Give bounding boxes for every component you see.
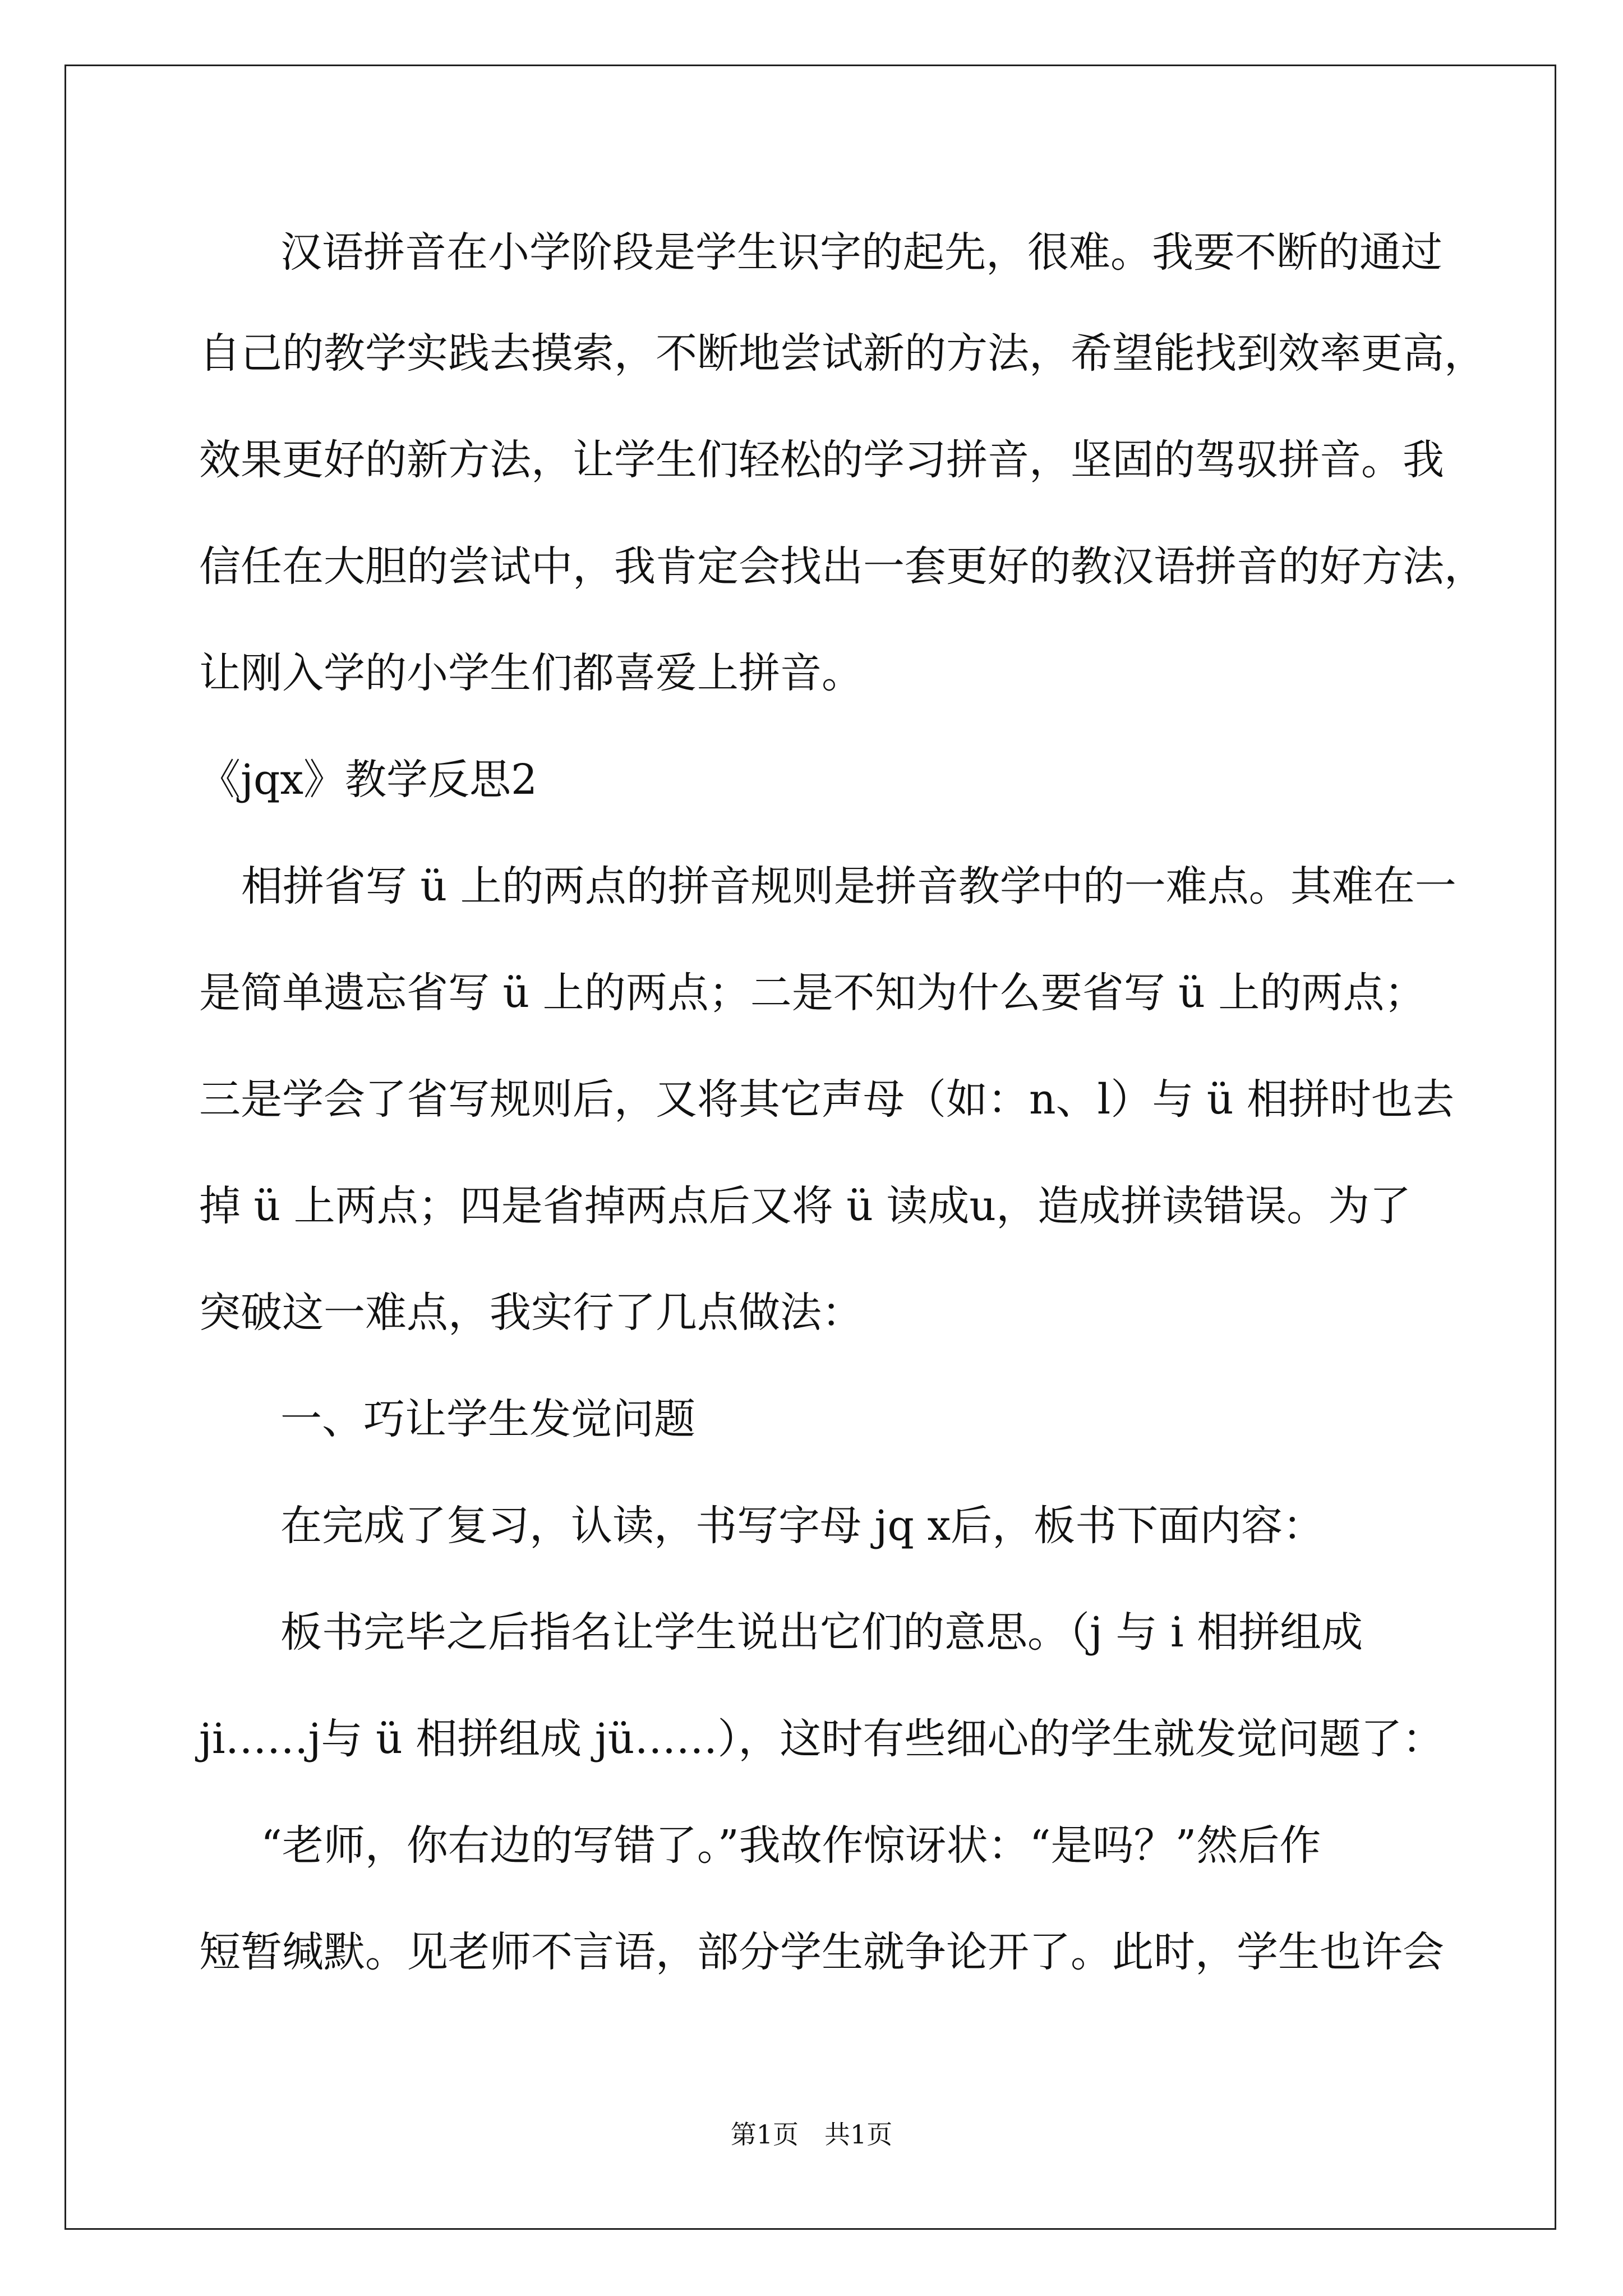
text-line: 突破这一难点，我实行了几点做法：: [199, 1289, 863, 1337]
page-footer: 第1页 共1页: [730, 2119, 893, 2150]
text-line: 相拼省写 ü 上的两点的拼音规则是拼音教学中的一难点。其难在一: [241, 862, 1456, 910]
text-line: “老师，你右边的写错了。”我故作惊讶状：“是吗？”然后作: [261, 1821, 1321, 1870]
text-line: 是简单遗忘省写 ü 上的两点；二是不知为什么要省写 ü 上的两点；: [199, 969, 1426, 1017]
text-line: 自己的教学实践去摸索，不断地尝试新的方法，希望能找到效率更高，: [199, 329, 1486, 378]
page-border: [64, 65, 1556, 2230]
section-heading: 《jqx》教学反思2: [199, 756, 538, 804]
text-line: 三是学会了省写规则后，又将其它声母（如：n、l）与 ü 相拼时也去: [199, 1075, 1455, 1124]
text-line: 汉语拼音在小学阶段是学生识字的起先，很难。我要不断的通过: [280, 228, 1442, 277]
text-line: 掉 ü 上两点；四是省掉两点后又将 ü 读成u，造成拼读错误。为了: [199, 1182, 1412, 1230]
text-line: 信任在大胆的尝试中，我肯定会找出一套更好的教汉语拼音的好方法，: [199, 542, 1486, 591]
text-line: 短暂缄默。见老师不言语，部分学生就争论开了。此时，学生也许会: [199, 1928, 1444, 1976]
text-line: 效果更好的新方法，让学生们轻松的学习拼音，坚固的驾驭拼音。我: [199, 436, 1444, 484]
text-line: 让刚入学的小学生们都喜爱上拼音。: [199, 649, 863, 697]
text-line: ji……j与 ü 相拼组成 jü……），这时有些细心的学生就发觉问题了：: [199, 1715, 1444, 1763]
text-line: 在完成了复习，认读，书写字母 jq x后，板书下面内容：: [280, 1502, 1325, 1550]
text-line: 板书完毕之后指名让学生说出它们的意思。（j 与 i 相拼组成: [280, 1608, 1363, 1657]
subheading: 一、巧让学生发觉问题: [280, 1395, 695, 1443]
